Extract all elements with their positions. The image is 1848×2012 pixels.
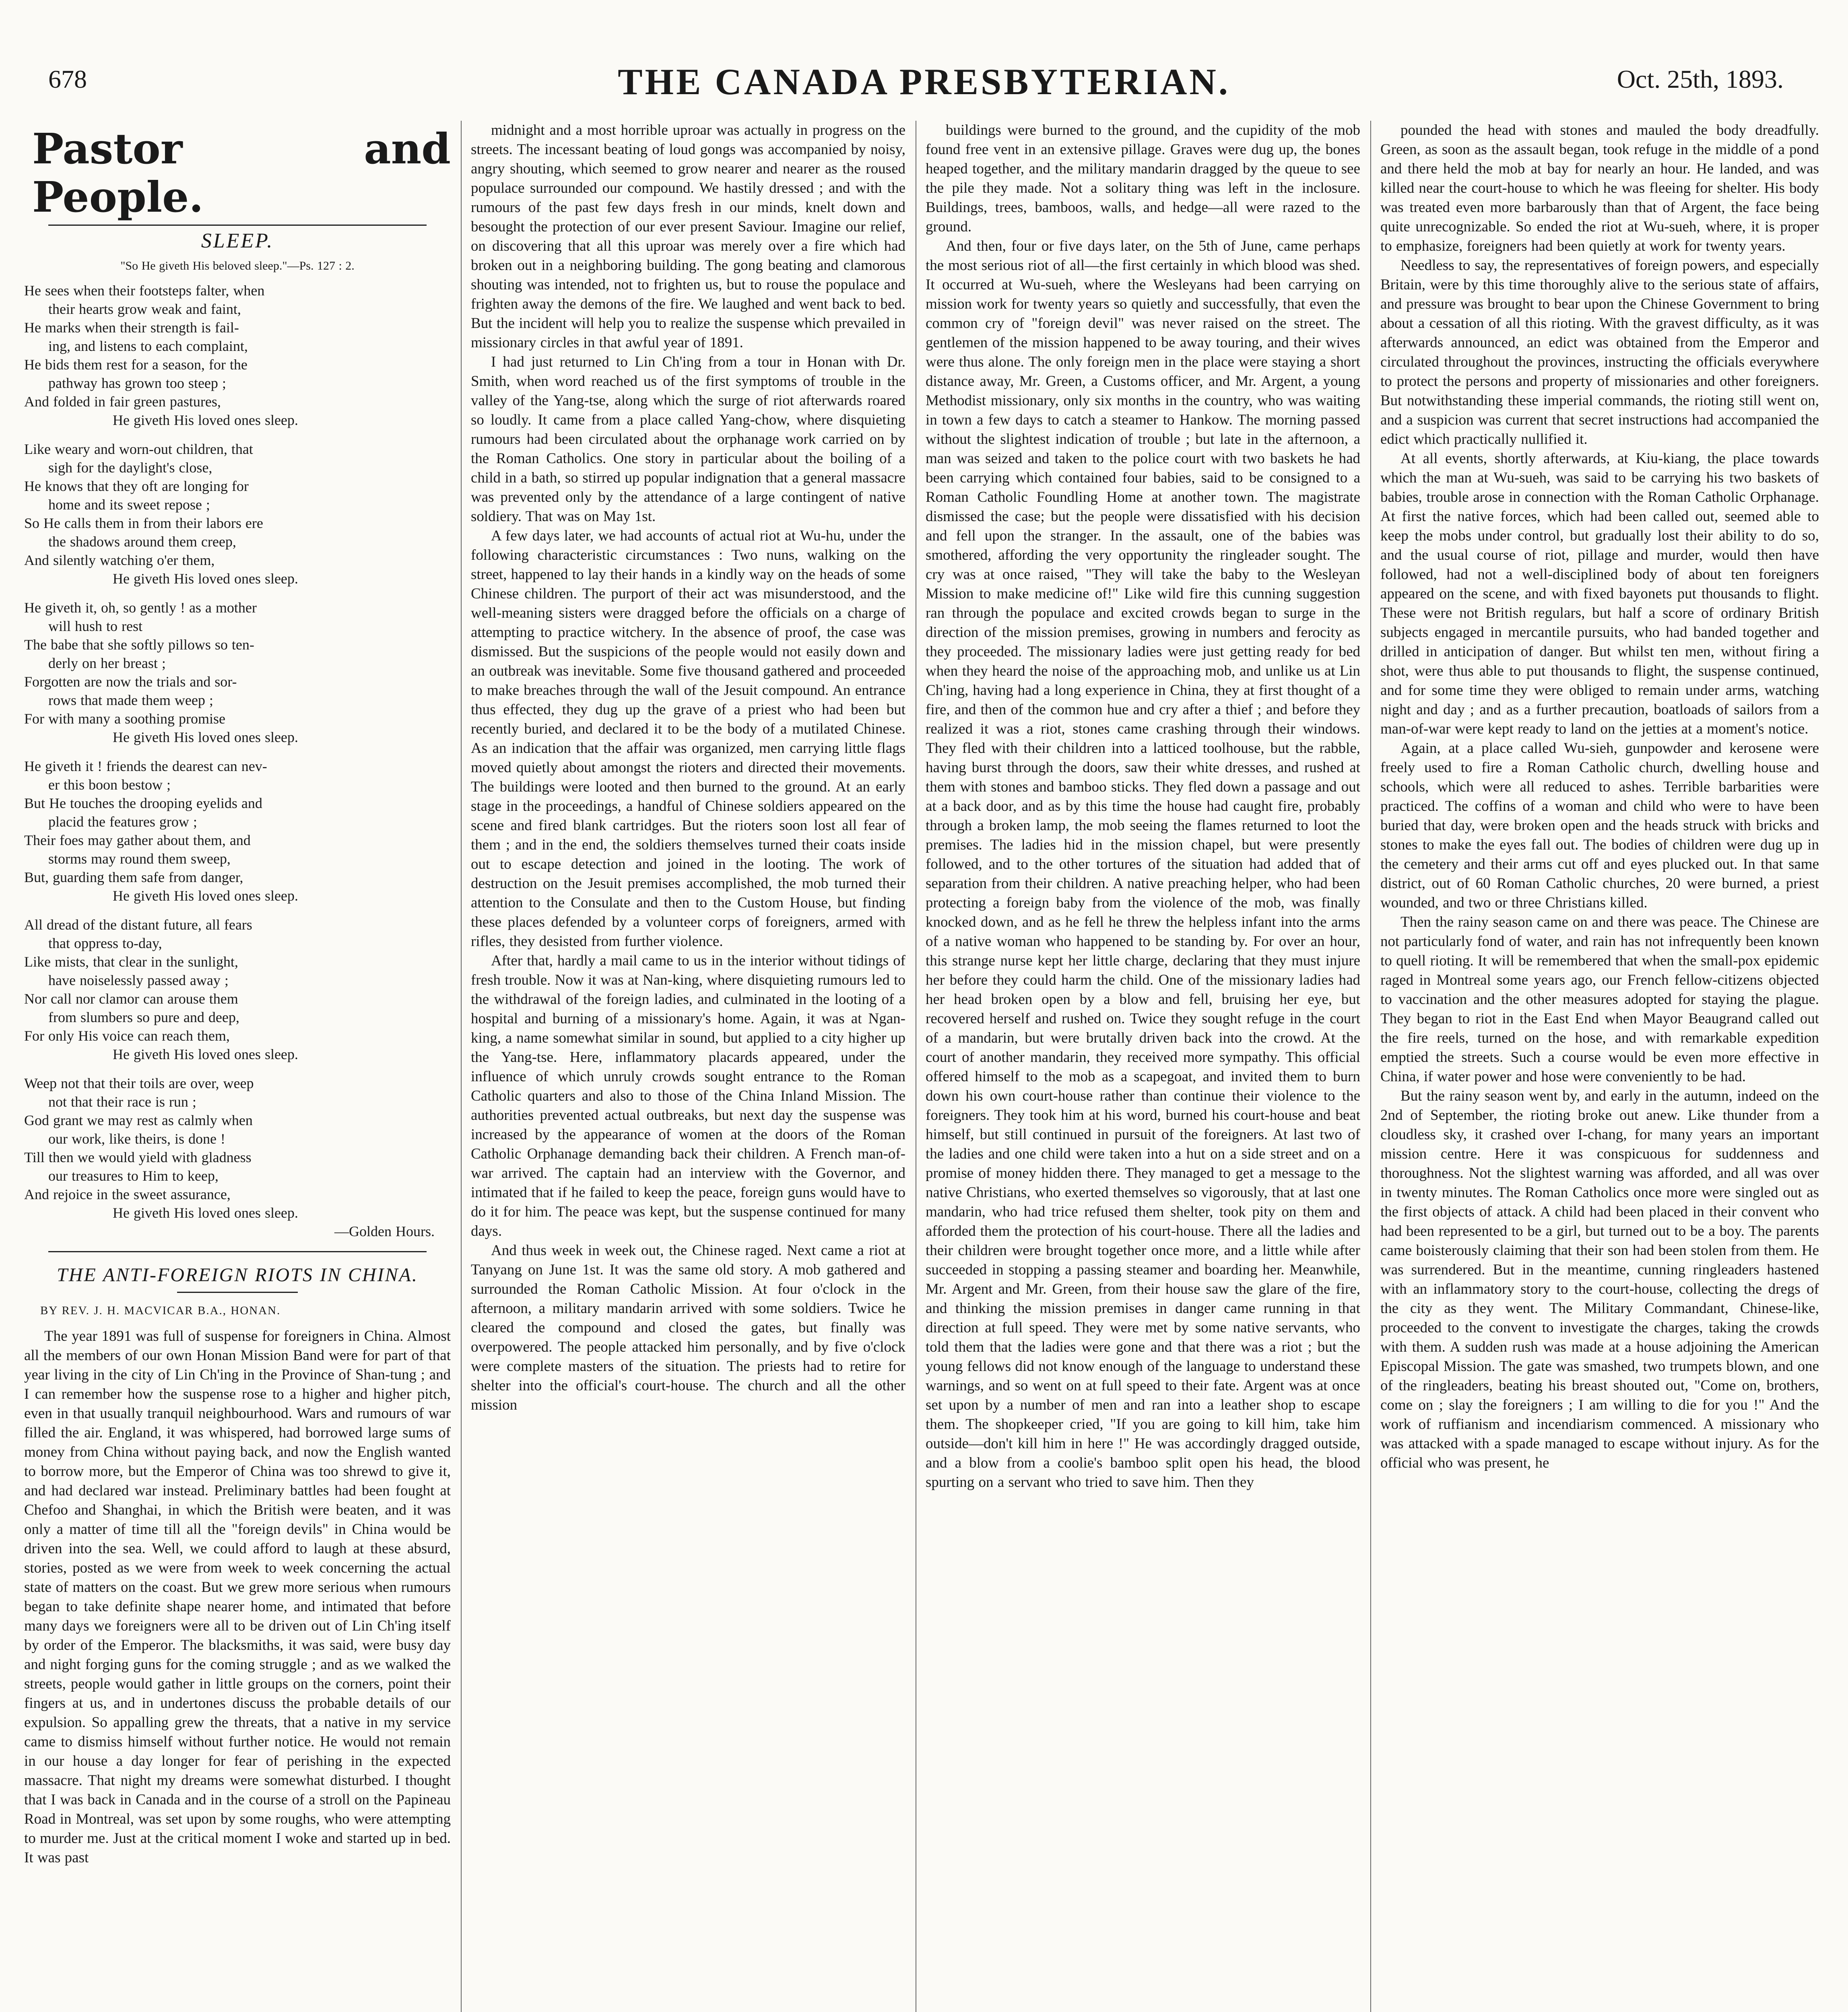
poem-line: He giveth it ! friends the dearest can nev- [24, 758, 267, 774]
poem-line: the shadows around them creep, [48, 534, 236, 550]
poem-line: He giveth His loved ones sleep. [113, 1046, 298, 1062]
article-text-col2 [471, 121, 905, 2012]
poem-line: He giveth His loved ones sleep. [113, 888, 298, 904]
article-paragraph: The year 1891 was full of suspense for foreigners in China. Almost all the members of our own Honan Mission Band were for part of that year living in the city of Lin Ch'ing in the Province of Shan-tung ; and I can remember how the suspense rose to a higher and higher pitch, even in that usually tranquil neighbourhood. Wars and rumours of war filled the air. England, it was whispered, had borrowed large sums of money from China without paying back, and now the English wanted to borrow more, but the Emperor of China was too shrewd to give it, and had declared war instead. Preliminary battles had been fought at Chefoo and Shanghai, in which the British were beaten, and it was only a matter of time till all the "foreign devils" in China would be driven into the sea. Well, we could afford to laugh at these absurd, stories, posted as we were from week to week concerning the actual state of matters on the coast. But we grew more serious when rumours began to take definite shape nearer home, and intimated that before many days we foreigners were all to be driven out of Lin Ch'ing itself by order of the Emperor. The blacksmiths, it was said, were busy day and night forging guns for the coming struggle ; and as we walked the streets, people would gather in little groups on the corners, point their fingers at us, and in undertones discuss the probable details of our expulsion. So appalling grew the threats, that a native in my service came to dismiss himself without further notice. He would not remain in our house a day longer for fear of perishing in the expected massacre. That night my dreams were somewhat disturbed. I thought that I was back in Canada and in the course of a stroll on the Papineau Road in Montreal, was set upon by some roughs, who were attempting to murder me. Just at the critical moment I woke and started up in bed. It was past [24, 1328, 451, 1866]
poem-stanza [24, 915, 451, 1064]
poem-stanza [24, 1074, 451, 1241]
poem-line: not that their race is run ; [48, 1094, 196, 1110]
poem-line: our treasures to Him to keep, [48, 1168, 219, 1184]
poem-line: derly on her breast ; [48, 655, 166, 671]
poem-line: Like mists, that clear in the sunlight, [24, 954, 238, 970]
article-paragraph: And thus week in week out, the Chinese raged. Next came a riot at Tanyang on June 1st. It was the same old story. A mob gathered and surrounded the Roman Catholic Mission. At four o'clock in the afternoon, a military mandarin arrived with some soldiers. Twice he cleared the compound and closed the gates, but finally was overpowered. The people attacked him personally, and by five o'clock were complete masters of the situation. The priests had to retire for shelter into the official's court-house. The church and all the other mission [471, 1242, 905, 1413]
column-rule [461, 121, 462, 2012]
poem-line: But, guarding them safe from danger, [24, 869, 243, 885]
poem-line: For with many a soothing promise [24, 711, 225, 727]
poem-line: And folded in fair green pastures, [24, 394, 221, 410]
poem-stanza [24, 440, 451, 588]
poem-line: He giveth His loved ones sleep. [113, 729, 298, 745]
poem-line: And rejoice in the sweet assurance, [24, 1186, 231, 1202]
poem-body [24, 281, 451, 1241]
article-text-col4 [1380, 121, 1819, 2012]
poem-line: He marks when their strength is fail- [24, 320, 239, 336]
poem-line: from slumbers so pure and deep, [48, 1009, 239, 1025]
poem-line: ing, and listens to each complaint, [48, 338, 248, 354]
divider [48, 225, 427, 226]
poem-epigraph: "So He giveth His beloved sleep."—Ps. 127 : 2. [120, 259, 355, 272]
poem-stanza [24, 281, 451, 429]
article-text-col1 [24, 1327, 451, 1868]
newspaper-title: THE CANADA PRESBYTERIAN. [618, 61, 1230, 102]
poem-line: The babe that she softly pillows so ten- [24, 637, 254, 653]
issue-date: Oct. 25th, 1893. [1617, 65, 1784, 93]
masthead [0, 0, 1848, 102]
article-title: THE ANTI-FOREIGN RIOTS IN CHINA. [57, 1264, 418, 1286]
poem-line: rows that made them weep ; [48, 692, 213, 708]
article-paragraph: I had just returned to Lin Ch'ing from a tour in Honan with Dr. Smith, when word reached us of the first symptoms of trouble in the valley of the Yang-tse, along which the surge of riot afterwards roared so loudly. It came from a place called Yang-chow, where disquieting rumours had been circulated about the orphanage work carried on by the Roman Catholics. One story in particular about the boiling of a child in a bath, so stirred up popular indignation that a general massacre was prevented only by the attendance of a large contingent of native soldiery. That was on May 1st. [471, 354, 905, 525]
article-paragraph: A few days later, we had accounts of actual riot at Wu-hu, under the following characteristic circumstances : Two nuns, walking on the street, happened to lay their hands in a kindly way on the heads of some Chinese children. The purport of their act was misunderstood, and the well-meaning sisters were dragged before the officials on a charge of attempting to practice witchery. In the absence of proof, the case was dismissed. But the suspicions of the people would not easily down and an outbreak was inevitable. Some five thousand gathered and proceeded to make breaches through the wall of the Jesuit compound. An entrance thus effected, they dug up the grave of a priest who had been but recently buried, and declared it to be the body of a mutilated Chinese. As an indication that the affair was organized, men carrying little flags moved quietly about amongst the rioters and directed their movements. The buildings were looted and then burned to the ground. At an early stage in the proceedings, a handful of Chinese soldiers appeared on the scene and fired blank cartridges. But the rioters soon lost all fear of them ; and in the end, the soldiers themselves turned their coats inside out to escape detection and joined in the looting. The work of destruction on the Jesuit premises accomplished, the mob turned their attention to the Consulate and then to the Custom House, but finding these places defended by a volunteer corps of foreigners, armed with rifles, they desisted from further violence. [471, 528, 905, 950]
poem-line: Nor call nor clamor can arouse them [24, 991, 238, 1007]
poem-line: He knows that they oft are longing for [24, 478, 249, 494]
poem-title: SLEEP. [201, 229, 274, 252]
poem-line: He sees when their footsteps falter, when [24, 282, 265, 299]
poem-line: God grant we may rest as calmly when [24, 1112, 253, 1128]
poem-line: have noiselessly passed away ; [48, 972, 229, 988]
poem-stanza [24, 598, 451, 746]
poem-line: Forgotten are now the trials and sor- [24, 674, 237, 690]
poem-line: our work, like theirs, is done ! [48, 1131, 225, 1147]
poem-stanza [24, 757, 451, 905]
column-1 [24, 121, 451, 2012]
article-paragraph: After that, hardly a mail came to us in the interior without tidings of fresh trouble. Now it was at Nan-king, where disquieting rumours led to the withdrawal of the foreign ladies, and culminated in the looting of a hospital and burning of a missionary's home. Again, it was at Ngan-king, a name somewhat similar in sound, but applied to a city higher up the Yang-tse. Here, inflammatory placards appeared, under the influence of which unruly crowds sought entrance to the Roman Catholic quarters and also to those of the China Inland Mission. The authorities prevented actual outbreaks, but next day the suspense was increased by the appearance of women at the doors of the Roman Catholic Orphanage demanding back their children. A French man-of-war arrived. The captain had an interview with the Governor, and intimated that if he failed to keep the peace, foreign guns would have to do it for him. The peace was kept, but the suspense continued for many days. [471, 952, 905, 1239]
divider [177, 1292, 298, 1293]
poem-line: Till then we would yield with gladness [24, 1149, 252, 1165]
poem-line: their hearts grow weak and faint, [48, 301, 241, 317]
article-byline: BY REV. J. H. MACVICAR B.A., HONAN. [40, 1304, 281, 1317]
page-number: 678 [48, 65, 87, 93]
poem-line: He giveth His loved ones sleep. [113, 412, 298, 428]
poem-line: that oppress to-day, [48, 935, 162, 951]
article-paragraph: Then the rainy season came on and there was peace. The Chinese are not particularly fond of water, and rain has not infrequently been known to quell rioting. It will be remembered that when the small-pox epidemic raged in Montreal some years ago, our French fellow-citizens objected to vaccination and the other measures adopted for staying the plague. They began to riot in the East End when Mayor Beaugrand called out the fire reels, turned on the hose, and with remarkable expedition emptied the streets. Such a course would be even more effective in China, if water power and hose were conveniently to be had. [1380, 914, 1819, 1085]
poem-line: Their foes may gather about them, and [24, 832, 251, 848]
article-paragraph: At all events, shortly afterwards, at Kiu-kiang, the place towards which the man at Wu-sueh, was said to be carrying his two baskets of babies, trouble arose in connection with the Roman Catholic Orphanage. At first the native forces, which had been called out, seemed able to keep the mobs under control, but gradually lost their ability to do so, and the usual course of riot, pillage and murder, would then have followed, had not a well-disciplined body of about ten foreigners appeared on the scene, and with fixed bayonets put thousands to flight. These were not British regulars, but half a score of ordinary British subjects engaged in mercantile pursuits, who had banded together and drilled in anticipation of danger. But whilst ten men, without firing a shot, were thus able to put thousands to flight, the suspense continued, and for some time they were obliged to remain under arms, watching night and day ; and as a further precaution, boatloads of sailors from a man-of-war were kept ready to land on the jetties at a moment's notice. [1380, 450, 1819, 737]
poem-line: He giveth His loved ones sleep. [113, 1205, 298, 1221]
article-text-col3 [926, 121, 1360, 2012]
poem-line: But He touches the drooping eyelids and [24, 795, 262, 811]
poem-line: So He calls them in from their labors ere [24, 515, 263, 531]
poem-line: storms may round them sweep, [48, 851, 231, 867]
poem-line: For only His voice can reach them, [24, 1028, 230, 1044]
article-paragraph: Needless to say, the representatives of foreign powers, and especially Britain, were by this time thoroughly alive to the serious state of affairs, and pressure was brought to bear upon the Chinese Government to bring about a cessation of all this rioting. With the gravest difficulty, as it was afterwards announced, an edict was obtained from the Emperor and circulated throughout the provinces, instructing the officials everywhere to protect the persons and property of missionaries and other foreigners. But notwithstanding these imperial commands, the rioting still went on, and a suspicion was current that secret instructions had accompanied the edict which practically nullified it. [1380, 257, 1819, 447]
article-paragraph: pounded the head with stones and mauled the body dreadfully. Green, as soon as the assault began, took refuge in the middle of a pond and there held the mob at bay for nearly an hour. He landed, and was killed near the court-house to which he was fleeing for shelter. His body was treated even more barbarously than that of Argent, the face being quite unrecognizable. So ended the riot at Wu-sueh, where, it is proper to emphasize, foreigners had been quietly at work for twenty years. [1380, 122, 1819, 254]
poem-line: will hush to rest [48, 618, 142, 634]
poem-line: He giveth it, oh, so gently ! as a mother [24, 600, 257, 616]
poem-line: er this boon bestow ; [48, 777, 171, 793]
divider [48, 1251, 427, 1252]
article-paragraph: midnight and a most horrible uproar was actually in progress on the streets. The incessant beating of loud gongs was accompanied by noisy, angry shouting, which seemed to grow nearer and nearer as the roused populace surrounded our compound. We hastily dressed ; and with the rumours of the past few days fresh in our minds, knelt down and besought the protection of our ever present Saviour. Imagine our relief, on discovering that all this uproar was merely over a fire which had broken out in a neighboring building. The gong beating and clamorous shouting was intended, not to frighten us, but to rouse the populace and frighten away the demons of the fire. We laughed and went back to bed. But the incident will help you to realize the suspense which prevailed in missionary circles in that awful year of 1891. [471, 122, 905, 351]
poem-line: All dread of the distant future, all fears [24, 917, 252, 933]
poem-line: Like weary and worn-out children, that [24, 441, 253, 457]
poem-line: pathway has grown too steep ; [48, 375, 226, 391]
article-paragraph: And then, four or five days later, on the 5th of June, came perhaps the most serious riot of all—the first certainly in which blood was shed. It occurred at Wu-sueh, where the Wesleyans had been carrying on mission work for twenty years so quietly and successfully, that even the common cry of "foreign devil" was never raised on the street. The gentlemen of the mission happened to be away touring, and their wives were thus alone. The only foreign men in the place were staying a short distance away, Mr. Green, a Customs officer, and Mr. Argent, a young Methodist missionary, only six months in the country, who was waiting in town a few days to catch a steamer to Hankow. The morning passed without the slightest indication of trouble ; but late in the afternoon, a man was seized and taken to the police court with two baskets he had been carrying which contained four babies, said to be consigned to a Roman Catholic Foundling Home at another town. The magistrate dismissed the case; but the people were dissatisfied with his decision and fell upon the stranger. In the assault, one of the babies was smothered, affording the very opportunity the ringleader sought. The cry was at once raised, "They will take the baby to the Wesleyan Mission to make medicine of!" Like wild fire this cunning suggestion ran through the populace and excited crowds began to surge in the direction of the mission premises, growing in numbers and ferocity as they proceeded. The missionary ladies were just getting ready for bed when they heard the noise of the approaching mob, and unlike us at Lin Ch'ing, having had a long experience in China, they at first thought of a fire, and then of the common hue and cry after a thief ; and before they realized it was a riot, stones came crashing through their windows. They fled with their children into a latticed toolhouse, but the rabble, having burst through the doors, saw their white dresses, and rushed at them with stones and bamboo sticks. They fled down a passage and out at a back door, and as by this time the house had caught fire, probably through a broken lamp, the mob seeing the flames returned to loot the premises. The ladies hid in the mission chapel, but were presently followed, and to the other tortures of the situation had added that of separation from their children. A native preaching helper, who had been protecting a foreign baby from the violence of the mob, was finally knocked down, and as he fell he threw the helpless infant into the arms of a native woman who happened to be standing by. For over an hour, this strange nurse kept her little charge, declaring that they must injure her before they could harm the child. One of the missionary ladies had her head broken open by a blow and fell, bruising her eye, but recovered herself and rushed on. Twice they sought refuge in the court of a mandarin, but were brutally driven back into the crowd. At the court of another mandarin, they received more sympathy. This official offered himself to the mob as a scapegoat, and invited them to burn down his own court-house rather than continue their violence to the foreigners. They took him at his word, burned his court-house and beat himself, but still continued in pursuit of the foreigners. At last two of the ladies and one child were taken into a hut on a side street and on a promise of money hidden there. They managed to get a message to the native Christians, who exerted themselves so vigorously, that at last one mandarin, who had trice refused them shelter, took pity on them and afforded them the protection of his court-house. There all the ladies and their children were brought together once more, and a little while after succeeded in stopping a passing steamer and boarding her. Meanwhile, Mr. Argent and Mr. Green, from their house saw the glare of the fire, and thinking the mission premises in danger came running in that direction at full speed. They were met by some native servants, who told them that the ladies were gone and that there was a riot ; but the young fellows did not know enough of the language to understand these warnings, and so went on at full speed to their fate. Argent was at once set upon by a number of men and ran into a leather shop to escape them. The shopkeeper cried, "If you are going to kill him, take him outside—don't kill him in here !" He was accordingly dragged outside, and a blow from a coolie's bamboo split open his head, the blood spurting on a servant who tried to save him. Then they [926, 238, 1360, 1490]
poem-line: He giveth His loved ones sleep. [113, 571, 298, 587]
column-rule [1370, 121, 1371, 2012]
poem-line: And silently watching o'er them, [24, 552, 215, 568]
article-paragraph: buildings were burned to the ground, and the cupidity of the mob found free vent in an extensive pillage. Graves were dug up, the bones heaped together, and the military mandarin dragged by the queue to see the pile they made. Not a solitary thing was left in the inclosure. Buildings, trees, bamboos, walls, and hedge—all were razed to the ground. [926, 122, 1360, 235]
section-heading: Pastor and People. [32, 124, 451, 222]
poem-line: Weep not that their toils are over, weep [24, 1075, 254, 1091]
poem-credit: —Golden Hours. [334, 1223, 435, 1239]
poem-line: placid the features grow ; [48, 814, 197, 830]
poem-line: home and its sweet repose ; [48, 497, 210, 513]
article-paragraph: But the rainy season went by, and early in the autumn, indeed on the 2nd of September, the rioting broke out anew. Like thunder from a cloudless sky, it crashed over I-chang, for many years an important mission centre. Here it was conspicuous for suddenness and thoroughness. Not the slightest warning was afforded, and all was over in twenty minutes. The Roman Catholics once more were singled out as the first objects of attack. A child had been placed in their convent who had been represented to be a girl, but turned out to be a boy. The parents came boisterously claiming that their son had been stolen from them. He was surrendered. But in the meantime, cunning ringleaders hastened with an inflammatory story to the court-house, collecting the dregs of the city as they went. The Military Commandant, Chinese-like, proceeded to the convent to investigate the charges, taking the crowds with them. A sudden rush was made at a house adjoining the American Episcopal Mission. The gate was smashed, two trumpets blown, and one of the ringleaders, beating his breast shouted out, "Come on, brothers, come on ; slay the foreigners ; I am willing to die for you !" And the work of ruffianism and incendiarism commenced. A missionary who was attacked with a spade managed to escape without injury. As for the official who was present, he [1380, 1088, 1819, 1471]
poem-line: sigh for the daylight's close, [48, 460, 212, 476]
poem-line: He bids them rest for a season, for the [24, 357, 248, 373]
article-paragraph: Again, at a place called Wu-sieh, gunpowder and kerosene were freely used to fire a Roman Catholic church, dwelling house and schools, which were all reduced to ashes. Terrible barbarities were practiced. The coffins of a woman and child who were to have been buried that day, were broken open and the heads struck with bricks and stones to make the eyes fall out. The bodies of children were dug up in the cemetery and their arms cut off and eyes plucked out. In that same district, out of 60 Roman Catholic churches, 20 were burned, a priest wounded, and two or three Christians killed. [1380, 740, 1819, 911]
